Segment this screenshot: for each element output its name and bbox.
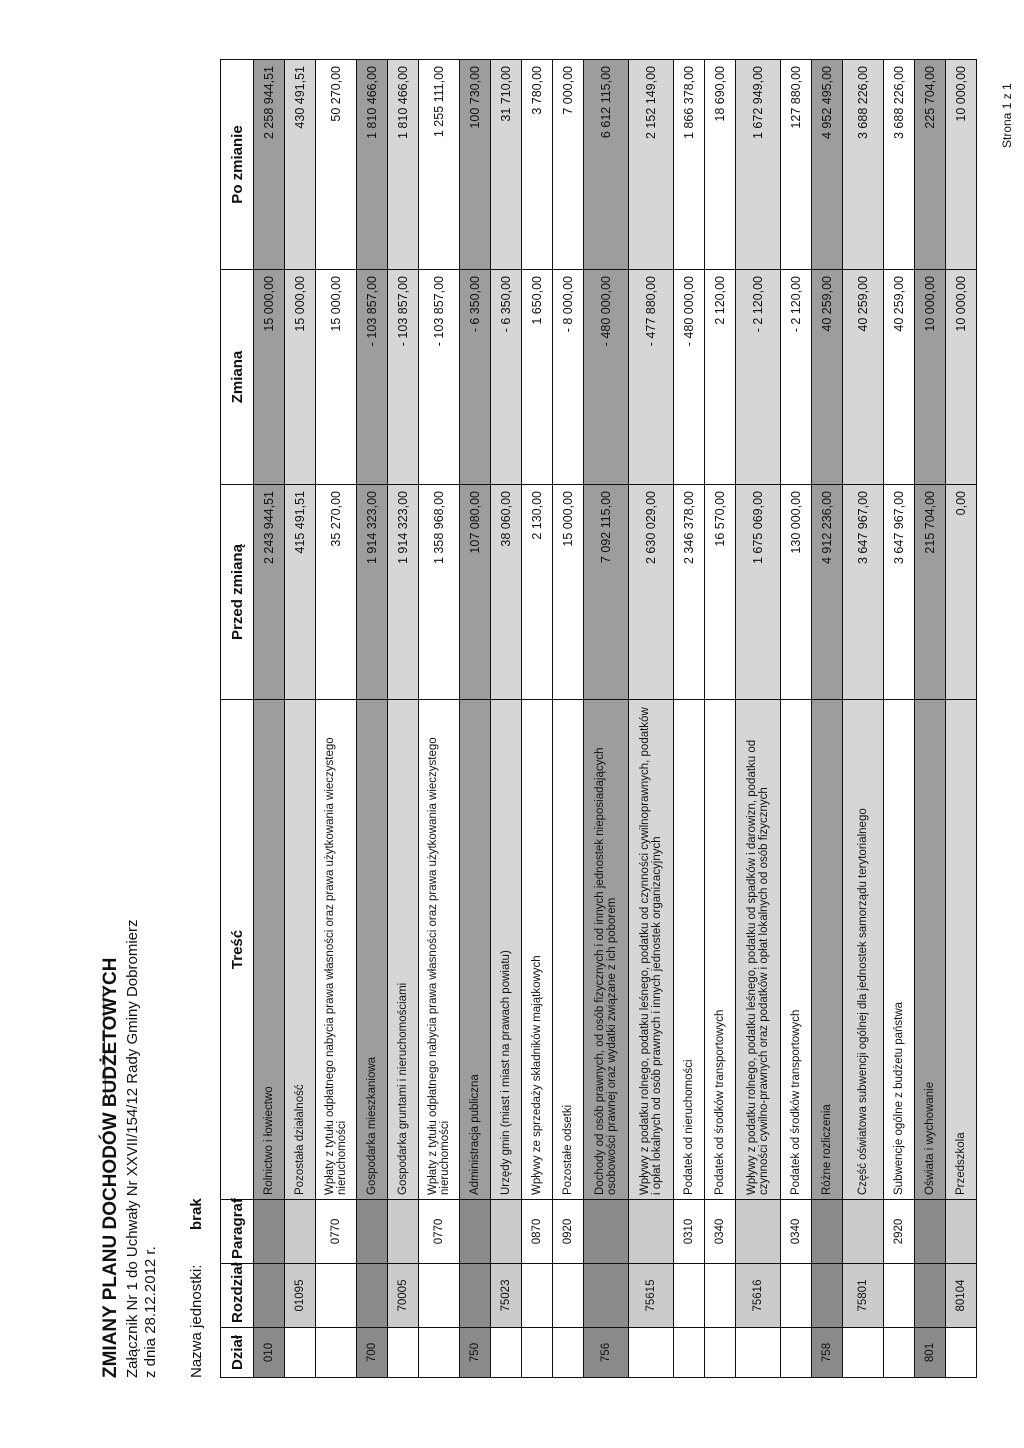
cell-dzial: 801 xyxy=(915,1328,946,1378)
cell-po: 1 810 466,00 xyxy=(357,60,388,270)
table-header-row xyxy=(221,60,254,1378)
cell-przed: 1 914 323,00 xyxy=(357,485,388,700)
cell-rozdzial xyxy=(553,1264,584,1328)
cell-zmiana: - 2 120,00 xyxy=(736,270,781,485)
cell-zmiana: - 2 120,00 xyxy=(781,270,812,485)
cell-paragraf xyxy=(584,1200,629,1264)
cell-dzial xyxy=(419,1328,460,1378)
cell-dzial xyxy=(705,1328,736,1378)
table-row-dzial xyxy=(812,60,843,1378)
unit-label: Nazwa jednostki: xyxy=(188,1264,205,1378)
cell-po: 225 704,00 xyxy=(915,60,946,270)
table-row-dzial xyxy=(254,60,285,1378)
cell-tresc: Podatek od środków transportowych xyxy=(781,700,812,1200)
cell-tresc: Administracja publiczna xyxy=(460,700,491,1200)
cell-dzial xyxy=(946,1328,977,1378)
cell-dzial xyxy=(285,1328,316,1378)
cell-przed: 2 630 029,00 xyxy=(629,485,674,700)
cell-rozdzial: 75023 xyxy=(491,1264,522,1328)
cell-po: 3 688 226,00 xyxy=(884,60,915,270)
cell-rozdzial: 75615 xyxy=(629,1264,674,1328)
cell-zmiana: - 103 857,00 xyxy=(388,270,419,485)
cell-tresc: Urzędy gmin (miast i miast na prawach powiatu) xyxy=(491,700,522,1200)
cell-paragraf: 0920 xyxy=(553,1200,584,1264)
cell-po: 1 672 949,00 xyxy=(736,60,781,270)
cell-paragraf xyxy=(357,1200,388,1264)
cell-rozdzial xyxy=(812,1264,843,1328)
cell-przed: 107 080,00 xyxy=(460,485,491,700)
cell-dzial xyxy=(843,1328,884,1378)
col-header-dzial: Dział xyxy=(221,1328,254,1378)
cell-paragraf xyxy=(812,1200,843,1264)
col-header-paragraf: Paragraf xyxy=(221,1200,254,1264)
cell-paragraf: 0870 xyxy=(522,1200,553,1264)
cell-dzial xyxy=(674,1328,705,1378)
cell-dzial xyxy=(491,1328,522,1378)
budget-table xyxy=(220,59,977,1378)
table-row-par xyxy=(674,60,705,1378)
table-row-par xyxy=(781,60,812,1378)
cell-po: 2 152 149,00 xyxy=(629,60,674,270)
cell-po: 3 780,00 xyxy=(522,60,553,270)
table-row-dzial xyxy=(460,60,491,1378)
cell-tresc: Dochody od osób prawnych, od osób fizycznych i od innych jednostek nieposiadających osobowości prawnej oraz wydatki związane z ich poborem xyxy=(584,700,629,1200)
cell-tresc: Wpływy ze sprzedaży składników majątkowych xyxy=(522,700,553,1200)
cell-przed: 130 000,00 xyxy=(781,485,812,700)
cell-przed: 2 346 378,00 xyxy=(674,485,705,700)
cell-rozdzial xyxy=(915,1264,946,1328)
table-row-dzial xyxy=(357,60,388,1378)
cell-przed: 15 000,00 xyxy=(553,485,584,700)
cell-rozdzial xyxy=(884,1264,915,1328)
cell-tresc: Podatek od środków transportowych xyxy=(705,700,736,1200)
cell-paragraf: 0770 xyxy=(419,1200,460,1264)
cell-po: 31 710,00 xyxy=(491,60,522,270)
cell-po: 7 000,00 xyxy=(553,60,584,270)
cell-tresc: Wpłaty z tytułu odpłatnego nabycia prawa własności oraz prawa użytkowania wieczystego nieruchomości xyxy=(316,700,357,1200)
cell-po: 3 688 226,00 xyxy=(843,60,884,270)
cell-paragraf xyxy=(915,1200,946,1264)
cell-tresc: Rolnictwo i łowiectwo xyxy=(254,700,285,1200)
cell-po: 4 952 495,00 xyxy=(812,60,843,270)
cell-dzial: 010 xyxy=(254,1328,285,1378)
cell-przed: 38 060,00 xyxy=(491,485,522,700)
table-row-par xyxy=(884,60,915,1378)
cell-paragraf xyxy=(285,1200,316,1264)
cell-po: 2 258 944,51 xyxy=(254,60,285,270)
table-row-par xyxy=(522,60,553,1378)
cell-po: 1 810 466,00 xyxy=(388,60,419,270)
cell-rozdzial xyxy=(705,1264,736,1328)
cell-przed: 1 358 968,00 xyxy=(419,485,460,700)
page-title: ZMIANY PLANU DOCHODÓW BUDŻETOWYCH xyxy=(100,957,121,1378)
cell-zmiana: 10 000,00 xyxy=(915,270,946,485)
cell-dzial xyxy=(522,1328,553,1378)
cell-rozdzial xyxy=(419,1264,460,1328)
cell-paragraf xyxy=(843,1200,884,1264)
table-row-par xyxy=(316,60,357,1378)
cell-zmiana: - 103 857,00 xyxy=(419,270,460,485)
cell-tresc: Gospodarka gruntami i nieruchomościami xyxy=(388,700,419,1200)
cell-rozdzial xyxy=(460,1264,491,1328)
cell-zmiana: 40 259,00 xyxy=(812,270,843,485)
cell-przed: 2 130,00 xyxy=(522,485,553,700)
cell-po: 1 866 378,00 xyxy=(674,60,705,270)
cell-przed: 2 243 944,51 xyxy=(254,485,285,700)
cell-przed: 4 912 236,00 xyxy=(812,485,843,700)
cell-po: 127 880,00 xyxy=(781,60,812,270)
cell-paragraf xyxy=(491,1200,522,1264)
table-row-dzial xyxy=(584,60,629,1378)
cell-paragraf xyxy=(460,1200,491,1264)
cell-paragraf: 0340 xyxy=(705,1200,736,1264)
cell-tresc: Pozostała działalność xyxy=(285,700,316,1200)
cell-przed: 415 491,51 xyxy=(285,485,316,700)
date-line: z dnia 28.12.2012 r. xyxy=(142,1246,159,1378)
table-row-rozdz xyxy=(736,60,781,1378)
cell-zmiana: 10 000,00 xyxy=(946,270,977,485)
cell-po: 430 491,51 xyxy=(285,60,316,270)
cell-zmiana: - 6 350,00 xyxy=(491,270,522,485)
cell-dzial xyxy=(781,1328,812,1378)
cell-rozdzial xyxy=(254,1264,285,1328)
cell-zmiana: 15 000,00 xyxy=(316,270,357,485)
cell-tresc: Wpływy z podatku rolnego, podatku leśnego, podatku od czynności cywilnoprawnych, podatków i opłat lokalnych od osób prawnych i innych jednostek organizacyjnych xyxy=(629,700,674,1200)
cell-tresc: Gospodarka mieszkaniowa xyxy=(357,700,388,1200)
cell-po: 50 270,00 xyxy=(316,60,357,270)
cell-paragraf xyxy=(946,1200,977,1264)
cell-paragraf xyxy=(629,1200,674,1264)
cell-dzial: 750 xyxy=(460,1328,491,1378)
cell-rozdzial: 80104 xyxy=(946,1264,977,1328)
cell-tresc: Wpływy z podatku rolnego, podatku leśnego, podatku od spadków i darowizn, podatku od czynności cywilno-prawnych oraz podatków i opłat lokalnych od osób fizycznych xyxy=(736,700,781,1200)
cell-tresc: Część oświatowa subwencji ogólnej dla jednostek samorządu terytorialnego xyxy=(843,700,884,1200)
cell-przed: 16 570,00 xyxy=(705,485,736,700)
cell-paragraf: 0340 xyxy=(781,1200,812,1264)
cell-tresc: Przedszkola xyxy=(946,700,977,1200)
cell-tresc: Różne rozliczenia xyxy=(812,700,843,1200)
cell-rozdzial xyxy=(584,1264,629,1328)
cell-tresc: Podatek od nieruchomości xyxy=(674,700,705,1200)
cell-dzial xyxy=(553,1328,584,1378)
cell-przed: 35 270,00 xyxy=(316,485,357,700)
col-header-tresc: Treść xyxy=(221,700,254,1200)
table-row-dzial xyxy=(915,60,946,1378)
cell-rozdzial xyxy=(357,1264,388,1328)
cell-po: 10 000,00 xyxy=(946,60,977,270)
table-row-rozdz xyxy=(285,60,316,1378)
cell-przed: 215 704,00 xyxy=(915,485,946,700)
cell-przed: 0,00 xyxy=(946,485,977,700)
table-row-rozdz xyxy=(388,60,419,1378)
cell-zmiana: - 103 857,00 xyxy=(357,270,388,485)
cell-przed: 1 914 323,00 xyxy=(388,485,419,700)
cell-rozdzial xyxy=(674,1264,705,1328)
cell-po: 18 690,00 xyxy=(705,60,736,270)
cell-rozdzial: 75801 xyxy=(843,1264,884,1328)
table-row-rozdz xyxy=(491,60,522,1378)
cell-zmiana: - 480 000,00 xyxy=(584,270,629,485)
cell-zmiana: 1 650,00 xyxy=(522,270,553,485)
cell-zmiana: 15 000,00 xyxy=(285,270,316,485)
cell-zmiana: 40 259,00 xyxy=(884,270,915,485)
cell-przed: 1 675 069,00 xyxy=(736,485,781,700)
cell-rozdzial xyxy=(316,1264,357,1328)
table-row-par xyxy=(553,60,584,1378)
table-row-rozdz xyxy=(946,60,977,1378)
table-row-par xyxy=(419,60,460,1378)
cell-zmiana: - 480 000,00 xyxy=(674,270,705,485)
cell-rozdzial xyxy=(781,1264,812,1328)
cell-paragraf xyxy=(736,1200,781,1264)
cell-paragraf: 0770 xyxy=(316,1200,357,1264)
col-header-przed: Przed zmianą xyxy=(221,485,254,700)
cell-paragraf xyxy=(254,1200,285,1264)
cell-dzial xyxy=(736,1328,781,1378)
col-header-po: Po zmianie xyxy=(221,60,254,270)
cell-tresc: Pozostałe odsetki xyxy=(553,700,584,1200)
page-number: Strona 1 z 1 xyxy=(1000,83,1014,148)
cell-dzial: 700 xyxy=(357,1328,388,1378)
cell-zmiana: - 477 880,00 xyxy=(629,270,674,485)
cell-przed: 3 647 967,00 xyxy=(843,485,884,700)
cell-po: 6 612 115,00 xyxy=(584,60,629,270)
cell-dzial xyxy=(629,1328,674,1378)
cell-rozdzial: 75616 xyxy=(736,1264,781,1328)
cell-rozdzial xyxy=(522,1264,553,1328)
cell-tresc: Subwencje ogólne z budżetu państwa xyxy=(884,700,915,1200)
cell-rozdzial: 70005 xyxy=(388,1264,419,1328)
cell-paragraf: 2920 xyxy=(884,1200,915,1264)
cell-dzial xyxy=(884,1328,915,1378)
cell-dzial xyxy=(388,1328,419,1378)
cell-zmiana: 15 000,00 xyxy=(254,270,285,485)
cell-zmiana: 2 120,00 xyxy=(705,270,736,485)
table-row-rozdz xyxy=(629,60,674,1378)
cell-dzial: 758 xyxy=(812,1328,843,1378)
cell-paragraf: 0310 xyxy=(674,1200,705,1264)
col-header-rozdzial: Rozdział xyxy=(221,1264,254,1328)
attachment-line: Załącznik Nr 1 do Uchwały Nr XXVII/154/12 Rady Gminy Dobromierz xyxy=(124,919,141,1378)
cell-przed: 3 647 967,00 xyxy=(884,485,915,700)
cell-paragraf xyxy=(388,1200,419,1264)
cell-dzial xyxy=(316,1328,357,1378)
cell-zmiana: - 8 000,00 xyxy=(553,270,584,485)
cell-tresc: Wpłaty z tytułu odpłatnego nabycia prawa własności oraz prawa użytkowania wieczystego nieruchomości xyxy=(419,700,460,1200)
col-header-zmiana: Zmiana xyxy=(221,270,254,485)
cell-po: 100 730,00 xyxy=(460,60,491,270)
cell-zmiana: 40 259,00 xyxy=(843,270,884,485)
cell-zmiana: - 6 350,00 xyxy=(460,270,491,485)
cell-przed: 7 092 115,00 xyxy=(584,485,629,700)
unit-value: brak xyxy=(188,1198,205,1230)
cell-rozdzial: 01095 xyxy=(285,1264,316,1328)
table-row-rozdz xyxy=(843,60,884,1378)
cell-po: 1 255 111,00 xyxy=(419,60,460,270)
cell-tresc: Oświata i wychowanie xyxy=(915,700,946,1200)
table-row-par xyxy=(705,60,736,1378)
cell-dzial: 756 xyxy=(584,1328,629,1378)
